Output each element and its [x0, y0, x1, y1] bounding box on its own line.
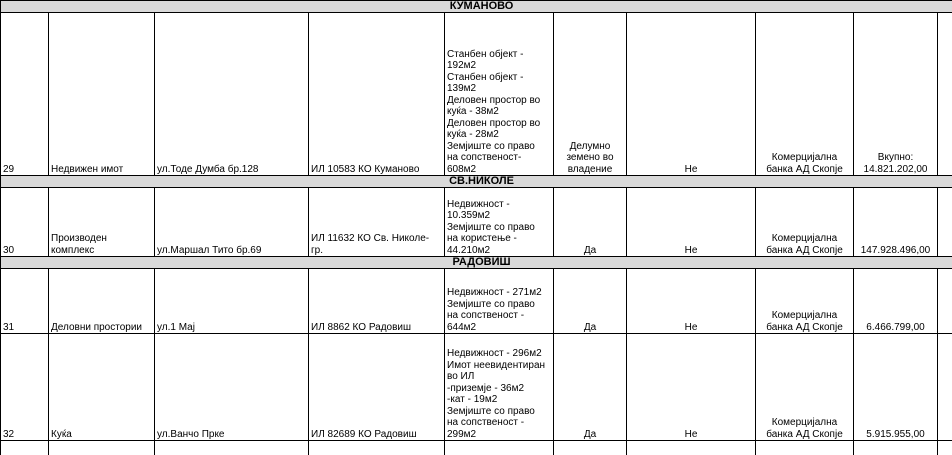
section-title: СВ.НИКОЛЕ — [1, 176, 952, 188]
property-registry: ИЛ 8862 КО Радовиш — [309, 269, 445, 334]
table-row — [1, 13, 952, 176]
encumbrance-status: Не — [627, 13, 756, 176]
property-address: ул.Ванчо Прке — [155, 334, 309, 441]
property-registry: ИЛ 82689 КО Радовиш — [309, 334, 445, 441]
extra-cell — [938, 334, 952, 441]
bank-name: Комерцијална банка АД Скопје — [756, 334, 854, 441]
possession-status: Да — [554, 188, 627, 257]
property-value: 147.928.496,00 — [854, 188, 938, 257]
encumbrance-status: Не — [627, 269, 756, 334]
property-description: Станбен објект - 192м2 Станбен објект - 139м2 Деловен простор во куќа - 38м2 Деловен простор во куќа - 28м2 Земјиште со право на сопственост- 608м2 — [445, 13, 554, 176]
property-type: Производен комплекс — [49, 188, 155, 257]
section-title: РАДОВИШ — [1, 257, 952, 269]
property-address: ул.Маршал Тито бр.69 — [155, 188, 309, 257]
property-description: Недвижност - 296м2 Имот неевидентиран во ИЛ -приземје - 36м2 -кат - 19м2 Земјиште со право на сопственост - 299м2 — [445, 334, 554, 441]
bank-name: Комерцијална банка АД Скопје — [756, 13, 854, 176]
encumbrance-status: Не — [627, 188, 756, 257]
property-registry: ИЛ 11632 КО Св. Николе- гр. — [309, 188, 445, 257]
bank-name: Комерцијална банка АД Скопје — [756, 269, 854, 334]
table-row — [1, 188, 952, 257]
extra-cell — [938, 13, 952, 176]
property-description: Недвижност - 271м2 Земјиште со право на сопственост - 644м2 — [445, 269, 554, 334]
extra-cell — [938, 269, 952, 334]
section-title: КУМАНОВО — [1, 1, 952, 13]
table-row — [1, 269, 952, 334]
property-description: Недвижност - 10.359м2 Земјиште со право на користење - 44.210м2 — [445, 188, 554, 257]
property-value: 5.915.955,00 — [854, 334, 938, 441]
encumbrance-status: Не — [627, 334, 756, 441]
row-number: 32 — [1, 334, 49, 441]
property-value: Вкупно: 14.821.202,00 — [854, 13, 938, 176]
bank-name: Комерцијална банка АД Скопје — [756, 188, 854, 257]
possession-status: Да — [554, 269, 627, 334]
row-number: 31 — [1, 269, 49, 334]
possession-status: Да — [554, 334, 627, 441]
row-number: 30 — [1, 188, 49, 257]
possession-status: Делумно земено во владение — [554, 13, 627, 176]
property-type: Недвижен имот — [49, 13, 155, 176]
table-row — [1, 334, 952, 441]
row-number: 29 — [1, 13, 49, 176]
property-type: Деловни простории — [49, 269, 155, 334]
section-header-radovish — [1, 257, 952, 269]
section-header-kumanovo — [1, 1, 952, 13]
property-address: ул.Тоде Думба бр.128 — [155, 13, 309, 176]
extra-cell — [938, 188, 952, 257]
property-type: Куќа — [49, 334, 155, 441]
property-value: 6.466.799,00 — [854, 269, 938, 334]
property-address: ул.1 Мај — [155, 269, 309, 334]
property-registry: ИЛ 10583 КО Куманово — [309, 13, 445, 176]
section-header-sv-nikole — [1, 176, 952, 188]
